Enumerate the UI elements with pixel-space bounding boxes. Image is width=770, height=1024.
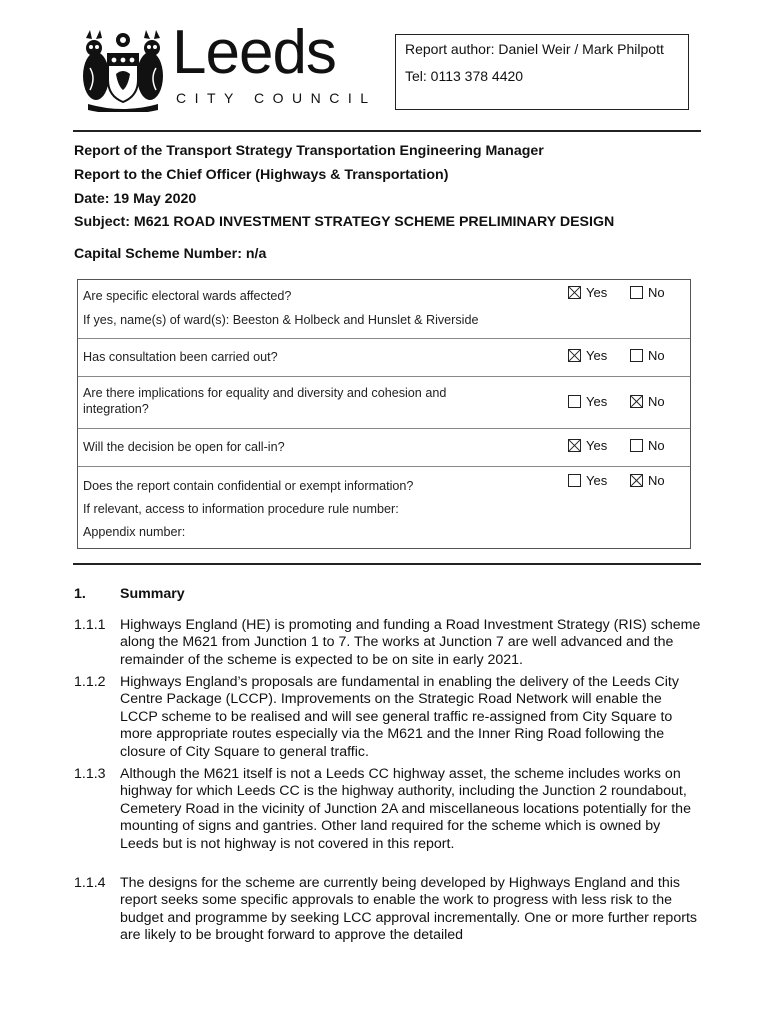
yes-option[interactable]: Yes	[568, 348, 607, 363]
yes-option[interactable]: Yes	[568, 473, 607, 488]
checkbox-empty-icon[interactable]	[568, 395, 581, 408]
checkbox-empty-icon[interactable]	[630, 439, 643, 452]
paragraph-number: 1.1.2	[74, 674, 106, 690]
checkbox-empty-icon[interactable]	[630, 286, 643, 299]
summary-paragraph	[74, 617, 700, 671]
report-to: Report to the Chief Officer (Highways & Transportation)	[74, 167, 449, 183]
question-detail: Appendix number:	[83, 525, 186, 539]
author-box	[395, 34, 689, 110]
no-option[interactable]: No	[630, 438, 665, 453]
author-telephone: Tel: 0113 378 4420	[405, 68, 524, 84]
paragraph-text: Highways England (HE) is promoting and funding a Road Investment Strategy (RIS) scheme along the M621 from Junction 1 to 7. The works at Junction 7 are well advanced and the remainder of the scheme is expected to be on site in early 2021.	[120, 617, 701, 668]
coat-of-arms-icon	[80, 28, 166, 112]
checkbox-checked-icon[interactable]	[630, 395, 643, 408]
checkbox-checked-icon[interactable]	[568, 439, 581, 452]
question-row	[78, 280, 690, 339]
checkbox-empty-icon[interactable]	[568, 474, 581, 487]
no-option[interactable]: No	[630, 348, 665, 363]
section-divider	[73, 563, 701, 565]
answer-options	[568, 473, 688, 489]
question-detail: If yes, name(s) of ward(s): Beeston & Holbeck and Hunslet & Riverside	[83, 313, 479, 327]
question-text: Has consultation been carried out?	[83, 350, 278, 364]
capital-scheme-number: Capital Scheme Number: n/a	[74, 246, 267, 262]
question-text: Does the report contain confidential or exempt information?	[83, 479, 414, 493]
yes-option[interactable]: Yes	[568, 438, 607, 453]
logo-wordmark: Leeds	[172, 18, 336, 87]
logo-subtitle: CITY COUNCIL	[176, 90, 377, 106]
paragraph-number: 1.1.1	[74, 617, 106, 633]
answer-options	[568, 285, 688, 301]
answer-options	[568, 394, 688, 410]
question-row	[78, 428, 690, 467]
question-detail: If relevant, access to information procedure rule number:	[83, 502, 399, 516]
no-option[interactable]: No	[630, 285, 665, 300]
report-date: Date: 19 May 2020	[74, 191, 197, 207]
checkbox-checked-icon[interactable]	[568, 286, 581, 299]
question-row	[78, 338, 690, 377]
checkbox-checked-icon[interactable]	[568, 349, 581, 362]
report-author: Report author: Daniel Weir / Mark Philpott	[405, 41, 664, 57]
report-of: Report of the Transport Strategy Transportation Engineering Manager	[74, 143, 544, 159]
paragraph-text: The designs for the scheme are currently being developed by Highways England and this report seeks some specific approvals to enable the work to progress with less risk to the budget and programme by seeking LCC approval incrementally. One or more further reports are likely to be brought forward to approve the detailed	[120, 875, 697, 944]
question-text: Will the decision be open for call-in?	[83, 440, 285, 454]
checkbox-empty-icon[interactable]	[630, 349, 643, 362]
question-text: Are there implications for equality and diversity and cohesion and integration?	[83, 386, 447, 416]
paragraph-number: 1.1.3	[74, 766, 106, 782]
header-divider	[73, 130, 701, 132]
report-subject: Subject: M621 ROAD INVESTMENT STRATEGY SCHEME PRELIMINARY DESIGN	[74, 214, 615, 230]
question-row	[78, 466, 690, 548]
paragraph-number: 1.1.4	[74, 875, 106, 891]
question-text: Are specific electoral wards affected?	[83, 289, 292, 303]
answer-options	[568, 438, 688, 454]
paragraph-text: Highways England’s proposals are fundamental in enabling the delivery of the Leeds City Centre Package (LCCP). Improvements on the Strategic Road Network will enable the LCCP scheme to be realised and will see general traffic re-assigned from City Square to more appropriate routes especially via the M621 and the Inner Ring Road following the closure of City Square to general traffic.	[120, 674, 679, 760]
no-option[interactable]: No	[630, 394, 665, 409]
section-number: 1.	[74, 586, 86, 602]
yes-option[interactable]: Yes	[568, 285, 607, 300]
questions-table	[77, 279, 691, 549]
paragraph-text: Although the M621 itself is not a Leeds CC highway asset, the scheme includes works on highway for which Leeds CC is the highway authority, including the Junction 2 roundabout, Cemetery Road in the vicinity of Junction 2A and miscellaneous locations potentially for the mounting of signs and gantries. Other land required for the scheme which is owned by Leeds but is not highway is not covered in this report.	[120, 766, 691, 852]
checkbox-checked-icon[interactable]	[630, 474, 643, 487]
summary-paragraph	[74, 674, 700, 762]
summary-paragraph	[74, 875, 700, 947]
summary-paragraph	[74, 766, 700, 871]
leeds-city-council-logo	[80, 18, 377, 112]
yes-option[interactable]: Yes	[568, 394, 607, 409]
answer-options	[568, 348, 688, 364]
no-option[interactable]: No	[630, 473, 665, 488]
section-title: Summary	[120, 586, 185, 602]
question-row	[78, 376, 690, 429]
